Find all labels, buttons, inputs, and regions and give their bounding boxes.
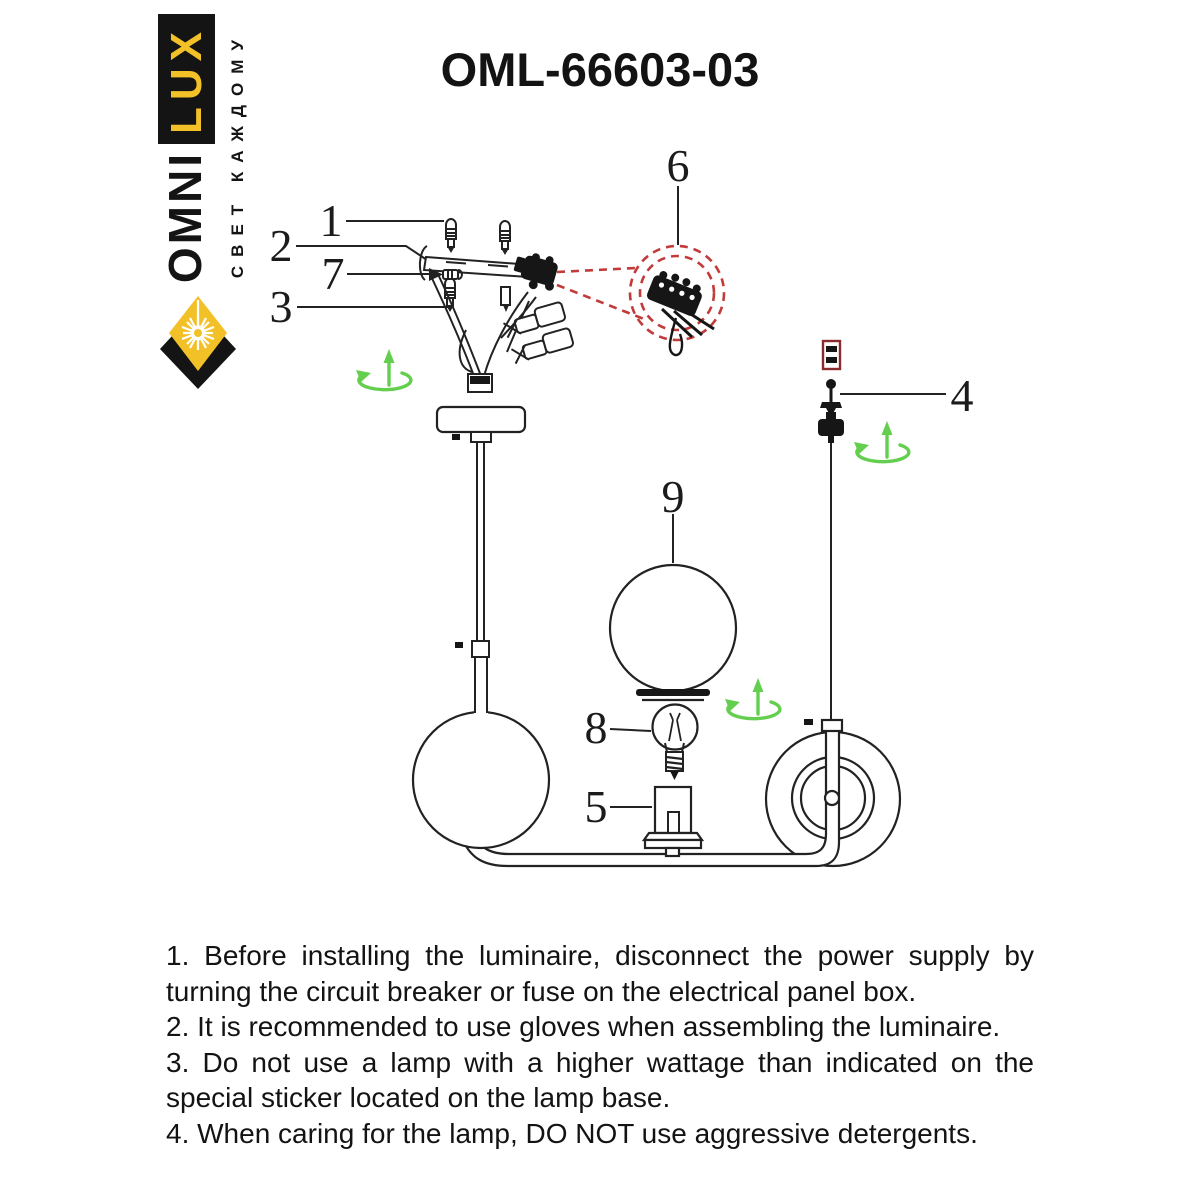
part-label-1: 1 <box>319 195 343 246</box>
instructions-list <box>166 938 1034 1151</box>
left-globe <box>413 712 549 848</box>
screw-part1b <box>500 221 510 255</box>
rotation-arrow-icon <box>854 421 909 462</box>
terminal-block <box>510 248 562 295</box>
part-label-5: 5 <box>584 781 608 832</box>
rotation-arrow-icon <box>725 678 780 719</box>
page-title: OML-66603-03 <box>440 43 760 96</box>
mounting-bracket <box>296 186 678 307</box>
socket-part5 <box>610 787 702 856</box>
instruction-item-3: 3. Do not use a lamp with a higher wattage than indicated on the special sticker located on the lamp base. <box>166 1046 1034 1113</box>
standoff-pin <box>501 287 510 312</box>
part-label-9: 9 <box>661 471 685 522</box>
brand-tagline: СВЕТ КАЖДОМУ <box>228 31 247 279</box>
part-label-4: 4 <box>950 370 974 421</box>
part-label-3: 3 <box>269 281 293 332</box>
right-globe-hub <box>825 791 839 805</box>
set-screw-dot-right <box>804 719 813 725</box>
bulb-part8 <box>610 705 698 781</box>
brand-lux-label: LUX <box>161 24 211 134</box>
part-label-7: 7 <box>321 248 345 299</box>
instruction-item-1: 1. Before installing the luminaire, disconnect the power supply by turning the circuit breaker or fuse on the electrical panel box. <box>166 940 1034 1007</box>
magnified-terminal-block <box>645 266 706 317</box>
canopy-and-rod <box>437 407 525 715</box>
glass-globe-part9 <box>610 514 736 700</box>
part-label-8: 8 <box>584 702 608 753</box>
part-label-6: 6 <box>666 140 690 191</box>
instruction-item-2: 2. It is recommended to use gloves when assembling the luminaire. <box>166 1011 1001 1042</box>
instruction-item-4: 4. When caring for the lamp, DO NOT use aggressive detergents. <box>166 1117 978 1149</box>
part-label-2: 2 <box>269 220 293 271</box>
canopy-connector <box>468 374 492 392</box>
brand-omni-label: OMNI <box>158 150 211 284</box>
part4-assembly <box>818 341 946 719</box>
rotation-arrow-icon <box>356 349 411 390</box>
magnified-wires <box>662 309 714 355</box>
screw-part1 <box>446 219 456 253</box>
